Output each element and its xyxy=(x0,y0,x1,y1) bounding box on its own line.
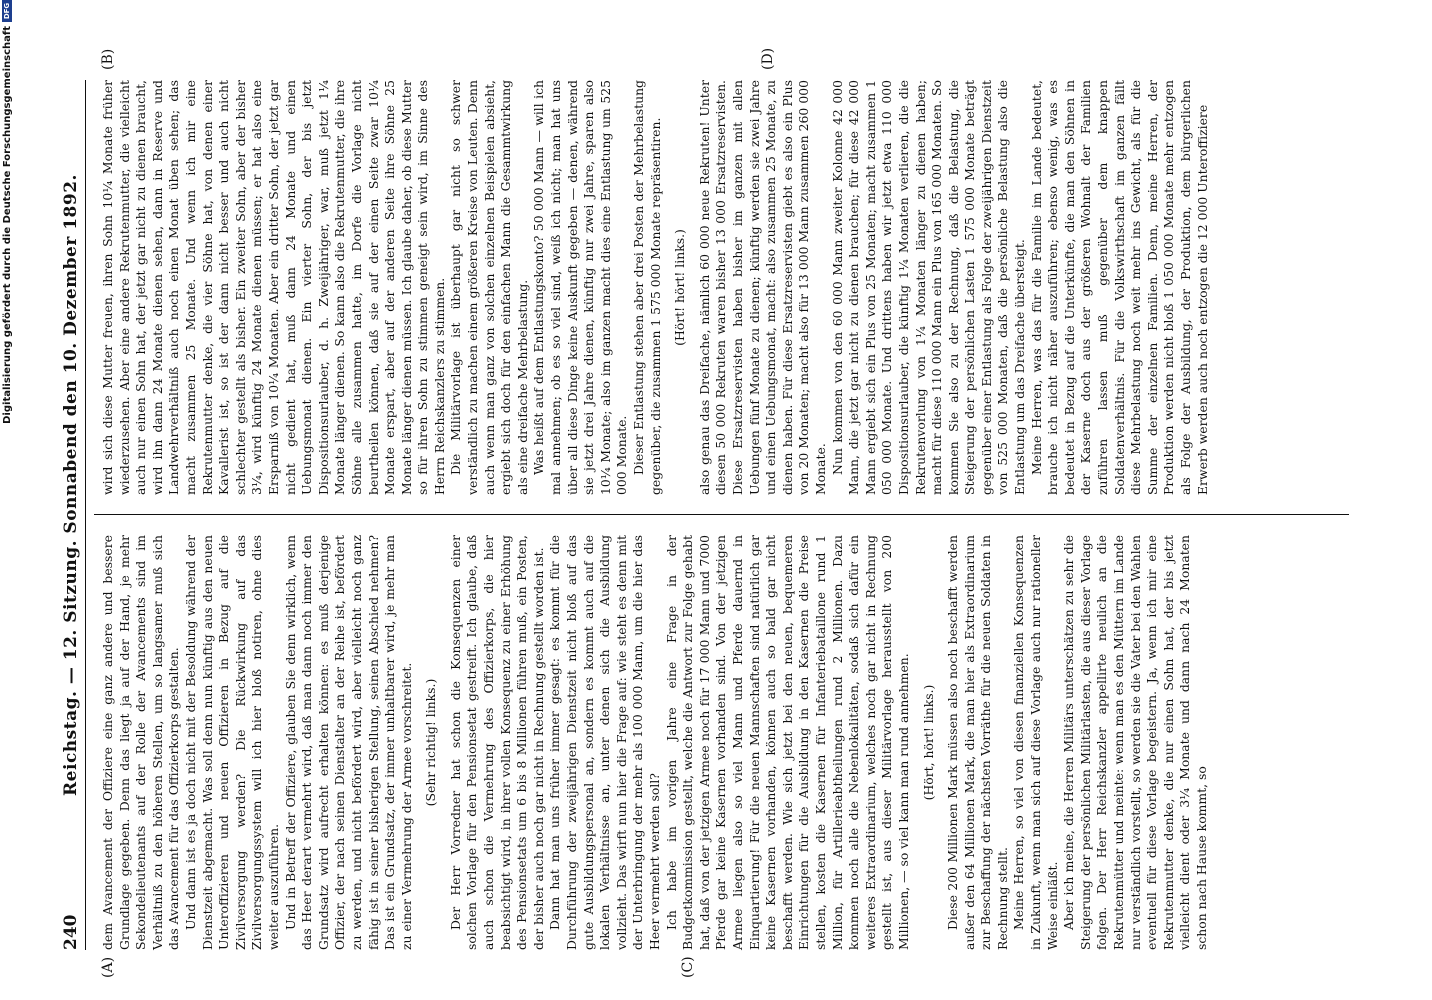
paragraph: Die Militärvorlage ist überhaupt gar nicht so schwer verständlich zu machen einem größeren Kreise von Leuten. Denn auch wenn man ganz von solchen einzelnen Beispielen absieht, ergiebt sich doch für den einfachen Mann die Gesammtwirkung als eine dreifache Mehrbelastung. xyxy=(448,80,530,495)
paragraph: Meine Herren, was das für die Familie im Lande bedeutet, brauche ich nicht näher auszuführen; ebenso wenig, was es bedeutet in Bezug auf die Unterkünfte, die man den Söhnen in der Kaserne doch aus der größeren Wohnalt der Familien zuführen lassen muß gegenüber dem knappen Soldatenverhältnis. Für die Volkswirthschaft im ganzen fällt diese Mehrbelastung noch weit mehr ins Gewicht, als für die Summe der einzelnen Familien. Denn, meine Herren, der Produktion werden nicht bloß 1 050 000 Monate mehr entzogen als Folge der Ausbildung, der Produktion, dem bürgerlichen Erwerb werden auch noch entzogen die 12 000 Unteroffiziere xyxy=(1028,80,1210,495)
page-header xyxy=(60,80,86,950)
margin-marker-b: (B) xyxy=(100,48,116,70)
paragraph: Ich habe im vorigen Jahre eine Frage in der Budgetkommission gestellt, welche die Antwort zur Folge gehabt hat, daß von der jetzigen Armee noch für 17 000 Mann und 7000 Pferde gar keine Kasernen vorhanden sind. Von der jetzigen Armee liegen also so viel Mann und Pferde dauernd in Einquartierung! Für die neuen Mannschaften sind natürlich gar keine Kasernen vorhanden, können auch so bald gar nicht beschafft werden. Wie sich jetzt bei den neuen, bequemeren Einrichtungen für die Ausbildung in den Kasernen die Preise stellen, kosten die Kasernen für Infanteriebataillone rund 1 Million, für Artillerieabtheilungen rund 2 Millionen. Dazu kommen noch alle die Nebenlokalitäten, sodaß sich dafür ein weiteres Extraordinarium, welches noch gar nicht in Rechnung gestellt ist, aus dieser Militärvorlage herausstellt von 200 Millionen, — so viel kann man rund annehmen. xyxy=(663,535,911,950)
interjection: (Hört, hört! links.) xyxy=(920,684,936,801)
paragraph: Aber ich meine, die Herren Militärs unterschätzen zu sehr die Steigerung der persönlichen Militärlasten, die aus dieser Vorlage folgen. Der Herr Reichskanzler appellirte neulich an die Rekrutenmütter und meinte: wenn man es den Müttern im Lande nur verständlich vorstellt, so werden sie die Vater bei den Wahlen eventuell für diese Vorlage begeistern. Ja, wenn ich mir eine Rekrutenmutter denke, die nur einen Sohn hat, der bis jetzt vielleicht dient oder 3¼ Monate und dann nach 24 Monaten schon nach Hause kommt, so xyxy=(1061,535,1209,950)
paragraph: Nun kommen von den 60 000 Mann zweiter Kolonne 42 000 Mann, die jetzt gar nicht zu dienen brauchen; für diese 42 000 Mann ergiebt sich ein Plus von 25 Monaten; macht zusammen 1 050 000 Monate. Und drittens haben wir jetzt etwa 110 000 Dispositionsurlauber, die künftig 1¼ Monaten verlieren, die die Rekrutenvorlung von 1¼ Monaten länger zu dienen haben; macht für diese 110 000 Mann ein Plus von 165 000 Monaten. So kommen Sie also zu der Rechnung, daß die Belastung, die Steigerung der persönlichen Lasten 1 575 000 Monate beträgt gegenüber einer Entlastung als Folge der zweijährigen Dienstzeit von 525 000 Monaten, daß die persönliche Belastung also die Entlastung um das Dreifache übersteigt. xyxy=(829,80,1028,495)
paragraph: Und dann ist es ja doch nicht mit der Besoldung während der Dienstzeit abgemacht. Was soll denn nun künftig aus den neuen Unteroffizieren und neuen Offizieren in Bezug auf die Zivilversorgung werden? Die Rückwirkung auf das Zivilversorgungssystem will ich hier bloß notiren, ohne dies weiter auszuführen. xyxy=(182,535,281,950)
paragraph: Dann hat man uns früher immer gesagt: es kommt für die Durchführung der zweijährigen Dienstzeit nicht bloß auf das gute Ausbildungspersonal an, sondern es kommt auch auf die lokalen Verhältnisse an, unter denen sich die Ausbildung vollzieht. Das wirft nun hier die Frage auf: wie steht es denn mit der Unterbringung der mehr als 100 000 Mann, um die hier das Heer vermehrt werden soll? xyxy=(547,535,662,950)
margin-marker-a: (A) xyxy=(100,956,116,978)
paragraph: wird sich diese Mutter freuen, ihren Sohn 10¼ Monate früher wiederzusehen. Aber eine andere Rekrutenmutter, die vielleicht auch nur einen Sohn hat, der jetzt gar nicht zu dienen braucht, wird ihn dann 24 Monate dienen sehen, dann in Reserve und Landwehrverhältniß auch noch einen Monat üben sehen; das macht zusammen 25 Monate. Und wenn ich mir eine Rekrutenmutter denke, die vier Söhne hat, von denen einer Kavallerist ist, so ist der dann nicht besser und auch nicht schlechter gestellt als bisher. Ein zweiter Sohn, aber der bisher 3¼, wird künftig 24 Monate dienen müssen; er hat also eine Ersparniß von 10¼ Monaten. Aber ein dritter Sohn, der jetzt gar nicht gedient hat, muß dann 24 Monate und einen Uebungsmonat dienen. Ein vierter Sohn, der bis jetzt Dispositionsurlauber, d. h. Zweijähriger, war, muß jetzt 1¼ Monate länger dienen. So kann also die Rekrutenmutter, die ihre Söhne alle zusammen hatte, im Dorfe die Vorlage nicht beurtheilen können, daß sie auf der einen Seite zwar 10¼ Monate erspart, aber auf der anderen Seite ihre Söhne 25 Monate länger dienen müssen. Ich glaube daher, ob diese Mutter so für ihren Sohn zu stimmen geneigt sein wird, im Sinne des Herrn Reichskanzlers zu stimmen. xyxy=(100,80,447,495)
left-column xyxy=(100,535,1345,950)
paragraph: Was heißt auf dem Entlastungskonto? 50 000 Mann — will ich mal annehmen; ob es so viel sind, weiß ich nicht; man hat uns über all diese Dinge keine Auskunft gegeben — denen, während sie jetzt drei Jahre dienen, künftig nur zwei Jahre, sparen also 10¼ Monate; also im ganzen macht dies eine Entlastung um 525 000 Monate. xyxy=(531,80,630,495)
margin-marker-c: (C) xyxy=(680,956,696,978)
right-column xyxy=(100,80,1345,495)
paragraph: Meine Herren, so viel von diesen finanziellen Konsequenzen in Zukunft, wenn man sich auf diese Vorlage auch nur rationeller Weise einläßt. xyxy=(1011,535,1060,950)
paragraph: dem Avancement der Offiziere eine ganz andere und bessere Grundlage gegeben. Denn das liegt ja auf der Hand, je mehr Sekondelieutenants auf der Rolle der Avancements sind im Verhältniß zu den höheren Stellen, um so langsamer muß sich das Avancement für das Offizierkorps gestalten. xyxy=(100,535,182,950)
paragraph: Der Herr Vorredner hat schon die Konsequenzen einer solchen Vorlage für den Pensionsetat gestreift. Ich glaube, daß auch schon die Vermehrung des Offizierkorps, die hier beabsichtigt wird, in ihrer vollen Konsequenz zu einer Erhöhung des Pensionsetats um 6 bis 8 Millionen führen muß, ein Posten, der bisher auch noch gar nicht in Rechnung gestellt worden ist. xyxy=(447,535,546,950)
dfg-logo-icon: DFG xyxy=(2,0,12,22)
paragraph: Diese 200 Millionen Mark müssen also noch beschafft werden außer den 64 Millionen Mark, die man hier als Extraordinarium zur Beschaffung der nächsten Vorräthe für die neuen Soldaten in Rechnung stellt. xyxy=(945,535,1010,950)
page-number: 240 xyxy=(61,914,81,950)
interjection: (Hört! hört! links.) xyxy=(672,229,688,346)
interjection: (Sehr richtig! links.) xyxy=(423,678,439,807)
column-divider xyxy=(94,514,1349,515)
paragraph: Dieser Entlastung stehen aber drei Posten der Mehrbelastung gegenüber, die zusammen 1 575 000 Monate repräsentiren. xyxy=(631,80,663,495)
paragraph: also genau das Dreifache, nämlich 60 000 neue Rekruten! Unter diesen 50 000 Rekruten waren bisher 13 000 Ersatzreservisten. Diese Ersatzreservisten haben bisher im ganzen mit allen Uebungen fünf Monate zu dienen; künftig werden sie zwei Jahre und einen Uebungsmonat, macht: also zusammen 25 Monate, zu dienen haben. Für diese Ersatzreservisten giebt es also ein Plus von 20 Monaten; macht also für 13 000 Mann zusammen 260 000 Monate. xyxy=(696,80,828,495)
credit-text: Digitalisierung gefördert durch die Deutsche Forschungsgemeinschaft xyxy=(1,26,13,424)
margin-marker-d: (D) xyxy=(760,47,776,70)
document-page xyxy=(60,47,1360,978)
paragraph: Und in Betreff der Offiziere, glauben Sie denn wirklich, wenn das Heer derart vermehrt wird, daß man dann noch immer den Grundsatz wird aufrecht erhalten können: es muß derjenige Offizier, der nach seinen Dienstalter an der Reihe ist, befördert zu werden, und nicht befördert wird, aber vielleicht noch ganz fähig ist in seiner bisherigen Stellung, seinen Abschied nehmen? Das ist ein Grundsatz, der immer unhaltbarer wird, je mehr man zu einer Vermehrung der Armee vorschreitet. xyxy=(282,535,414,950)
digitization-credit xyxy=(1,0,13,1000)
page-title: Reichstag. — 12. Sitzung. Sonnabend den 10. Dezember 1892. xyxy=(61,174,81,796)
